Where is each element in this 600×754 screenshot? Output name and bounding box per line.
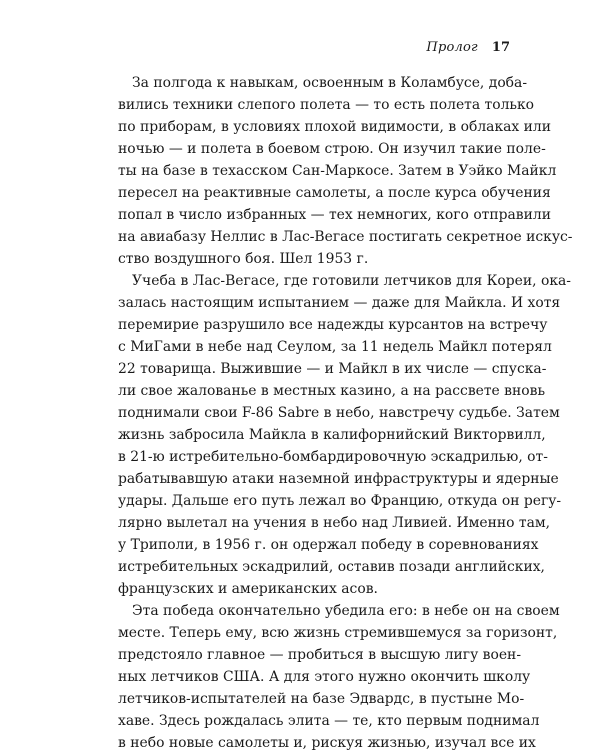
text-line: ство воздушного боя. Шел 1953 г. [118, 251, 369, 267]
text-line: в небо новые самолеты и, рискуя жизнью, изучал все их [118, 735, 536, 751]
text-line: ты на базе в техасском Сан-Маркосе. Затем в Уэйко Майкл [118, 163, 557, 179]
text-line: ночью — и полета в боевом строю. Он изучил такие поле- [118, 141, 546, 157]
text-line: перемирие разрушило все надежды курсантов на встречу [118, 317, 548, 333]
chapter-title: Пролог [426, 40, 478, 55]
text-line: вились техники слепого полета — то есть полета только [118, 97, 535, 113]
text-line: истребительных эскадрилий, оставив позади английских, [118, 559, 545, 575]
text-line: ли свое жалованье в местных казино, а на рассвете вновь [118, 383, 546, 399]
text-line: по приборам, в условиях плохой видимости, в облаках или [118, 119, 551, 135]
paragraph [118, 72, 573, 270]
text-line: попал в число избранных — тех немногих, кого отправили [118, 207, 551, 223]
text-line: летчиков-испытателей на базе Эдвардс, в пустыне Мо- [118, 691, 525, 707]
text-line: на авиабазу Неллис в Лас-Вегасе постигать секретное искус- [118, 229, 573, 245]
text-line: с МиГами в небе над Сеулом, за 11 недель Майкл потерял [118, 339, 552, 355]
text-line: пересел на реактивные самолеты, а после курса обучения [118, 185, 551, 201]
text-line: удары. Дальше его путь лежал во Францию, откуда он регу- [118, 493, 562, 509]
running-header [426, 40, 510, 56]
text-line: 22 товарища. Выжившие — и Майкл в их числе — спуска- [118, 361, 547, 377]
text-line: Учеба в Лас-Вегасе, где готовили летчиков для Кореи, ока- [132, 273, 571, 289]
text-line: Эта победа окончательно убедила его: в небе он на своем [132, 603, 560, 619]
paragraph [118, 600, 560, 754]
body-text [118, 72, 573, 754]
paragraph [118, 270, 571, 600]
text-line: залась настоящим испытанием — даже для Майкла. И хотя [118, 295, 561, 311]
text-line: ных летчиков США. А для этого нужно окончить школу [118, 669, 531, 685]
text-line: хаве. Здесь рождалась элита — те, кто первым поднимал [118, 713, 540, 729]
text-line: у Триполи, в 1956 г. он одержал победу в соревнованиях [118, 537, 539, 553]
text-line: За полгода к навыкам, освоенным в Коламбусе, доба- [132, 75, 528, 91]
text-line: лярно вылетал на учения в небо над Ливией. Именно там, [118, 515, 551, 531]
page-number: 17 [491, 40, 510, 55]
text-line: поднимали свои F-86 Sabre в небо, навстречу судьбе. Затем [118, 405, 560, 421]
text-line: французских и американских асов. [118, 581, 378, 597]
text-line: жизнь забросила Майкла в калифорнийский Викторвилл, [118, 427, 546, 443]
text-line: рабатывавшую атаки наземной инфраструктуры и ядерные [118, 471, 559, 487]
text-line: в 21-ю истребительно-бомбардировочную эскадрилью, от- [118, 449, 548, 465]
text-line: месте. Теперь ему, всю жизнь стремившемуся за горизонт, [118, 625, 558, 641]
text-line: предстояло главное — пробиться в высшую лигу воен- [118, 647, 522, 663]
